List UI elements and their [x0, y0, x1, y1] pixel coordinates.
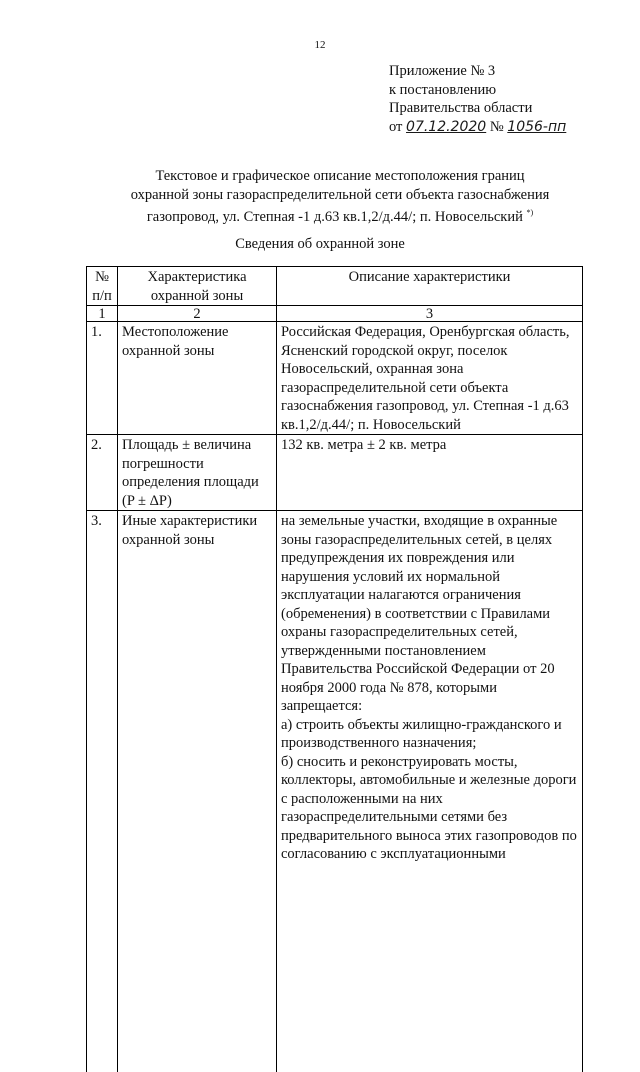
title-line-3: газопровод, ул. Степная -1 д.63 кв.1,2/д.44/; п. Новосельский: [147, 209, 523, 225]
title-line-1: Текстовое и графическое описание местоположения границ: [60, 167, 620, 186]
column-number-1: 1: [87, 306, 118, 322]
row-description-clip: [281, 512, 578, 1072]
title-line-2: охранной зоны газораспределительной сети объекта газоснабжения: [60, 186, 620, 205]
column-number-3: 3: [277, 306, 583, 322]
appendix-line-1: Приложение № 3: [389, 62, 566, 81]
appendix-line-2: к постановлению: [389, 81, 566, 100]
row-characteristic: Иные характеристики охранной зоны: [118, 511, 277, 1072]
appendix-date-line: [389, 118, 566, 137]
row-number: 1.: [87, 322, 118, 435]
row-characteristic: Площадь ± величина погрешности определения площади (P ± ΔP): [118, 435, 277, 511]
column-number-row: [87, 306, 583, 322]
date-prefix: от: [389, 119, 402, 135]
column-number-2: 2: [118, 306, 277, 322]
row-description-item-b: б) сносить и реконструировать мосты, коллекторы, автомобильные и железные дороги с расположенными на них газораспределительными сетями без предварительного выноса этих газопроводов по согласованию с эксплуатационными: [281, 753, 578, 864]
number-prefix: №: [490, 119, 504, 135]
appendix-block: [389, 62, 566, 136]
table-row: [87, 435, 583, 511]
zone-info-table: [86, 266, 583, 1072]
header-characteristic: Характеристика охранной зоны: [118, 267, 277, 306]
table-row: [87, 511, 583, 1072]
row-description-cell: [277, 511, 583, 1072]
section-subtitle: Сведения об охранной зоне: [0, 236, 640, 253]
page-number: 12: [0, 39, 640, 51]
footnote-mark: *): [526, 208, 533, 217]
title-line-3-wrap: [60, 204, 620, 227]
header-description: Описание характеристики: [277, 267, 583, 306]
row-description-item-a: а) строить объекты жилищно-гражданского и производственного назначения;: [281, 716, 578, 753]
handwritten-date: 07.12.2020: [406, 119, 486, 135]
document-title: [60, 167, 620, 227]
table-row: [87, 322, 583, 435]
row-description: 132 кв. метра ± 2 кв. метра: [277, 435, 583, 511]
row-number: 3.: [87, 511, 118, 1072]
table-header-row: [87, 267, 583, 306]
handwritten-number: 1056-пп: [507, 119, 566, 135]
row-description: Российская Федерация, Оренбургская область, Ясненский городской округ, поселок Новосельский, охранная зона газораспределительной сети объекта газоснабжения газопровод, ул. Степная -1 д.63 кв.1,2/д.44/; п. Новосельский: [277, 322, 583, 435]
row-description: на земельные участки, входящие в охранные зоны газораспределительных сетей, в целях предупреждения их повреждения или нарушения условий их нормальной эксплуатации налагаются ограничения (обременения) в соответствии с Правилами охраны газораспределительных сетей, утвержденными постановлением Правительства Российской Федерации от 20 ноября 2000 года № 878, которыми запрещается:: [281, 512, 578, 716]
row-characteristic: Местоположение охранной зоны: [118, 322, 277, 435]
appendix-line-3: Правительства области: [389, 99, 566, 118]
header-number: № п/п: [87, 267, 118, 306]
row-number: 2.: [87, 435, 118, 511]
